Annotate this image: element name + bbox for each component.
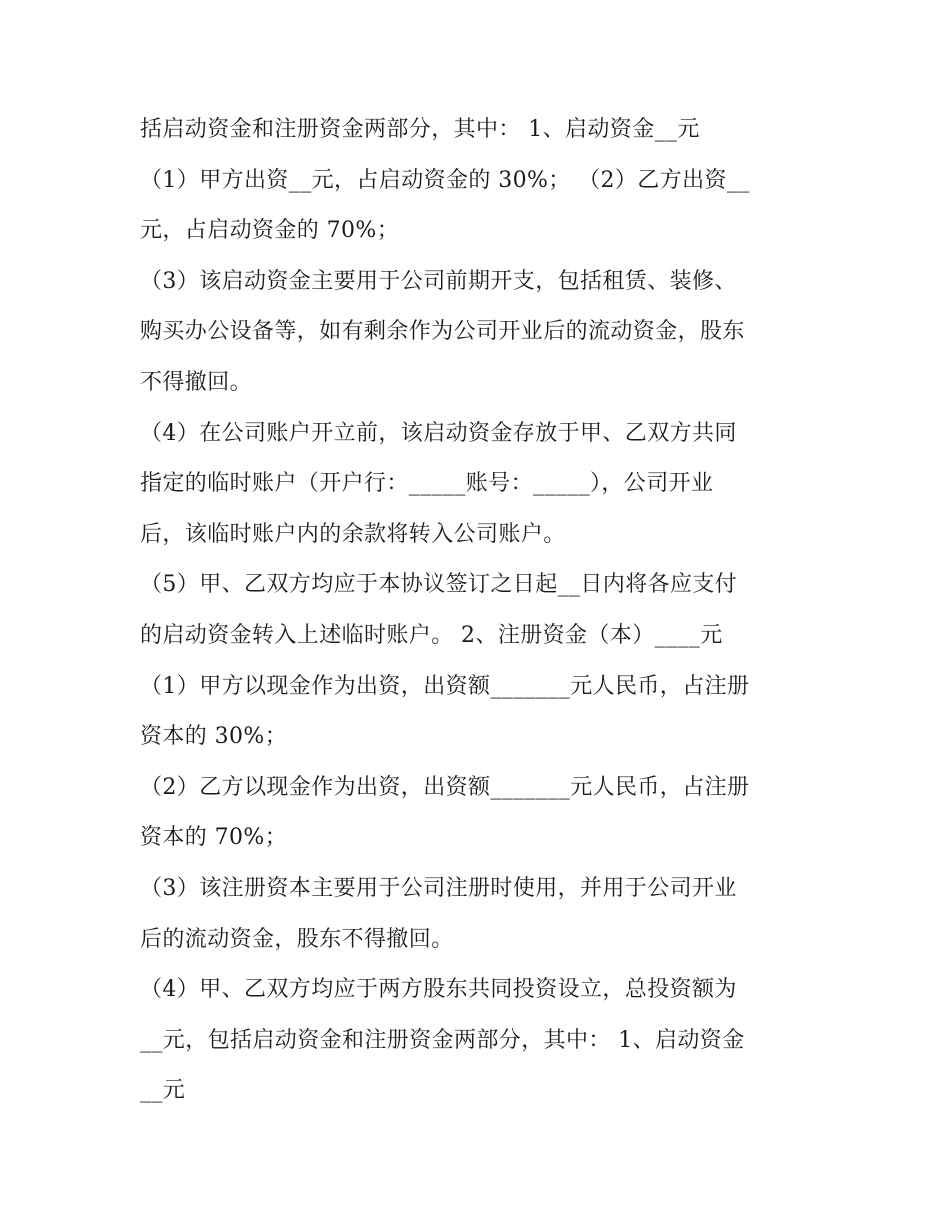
text-line: 购买办公设备等，如有剩余作为公司开业后的流动资金，股东 (140, 319, 745, 344)
text-line: （2）乙方以现金作为出资，出资额_______元人民币，占注册 (140, 775, 750, 800)
text-line: （3）该启动资金主要用于公司前期开支，包括租赁、装修、 (140, 269, 737, 294)
text-line: 括启动资金和注册资金两部分，其中： 1、启动资金__元 (140, 117, 700, 142)
text-line: 的启动资金转入上述临时账户。 2、注册资金（本）____元 (140, 623, 723, 648)
text-line: 资本的 30%； (140, 724, 288, 749)
text-line: （5）甲、乙双方均应于本协议签订之日起__日内将各应支付 (140, 572, 738, 597)
text-line: （1）甲方出资__元，占启动资金的 30%； （2）乙方出资__ (140, 168, 750, 193)
text-line: 指定的临时账户（开户行：_____账号：_____），公司开业 (140, 471, 714, 496)
text-line: 后，该临时账户内的余款将转入公司账户。 (140, 522, 566, 547)
text-line: （4）甲、乙双方均应于两方股东共同投资设立，总投资额为 (140, 977, 737, 1002)
text-line: 元，占启动资金的 70%； (140, 218, 400, 243)
text-line: 不得撤回。 (140, 370, 253, 395)
text-line: __元 (140, 1078, 186, 1103)
text-line: 后的流动资金，股东不得撤回。 (140, 927, 454, 952)
text-line: __元，包括启动资金和注册资金两部分，其中： 1、启动资金 (140, 1028, 745, 1053)
text-line: （1）甲方以现金作为出资，出资额_______元人民币，占注册 (140, 674, 750, 699)
text-line: 资本的 70%； (140, 825, 288, 850)
text-line: （4）在公司账户开立前，该启动资金存放于甲、乙双方共同 (140, 421, 737, 446)
text-line: （3）该注册资本主要用于公司注册时使用，并用于公司开业 (140, 876, 737, 901)
